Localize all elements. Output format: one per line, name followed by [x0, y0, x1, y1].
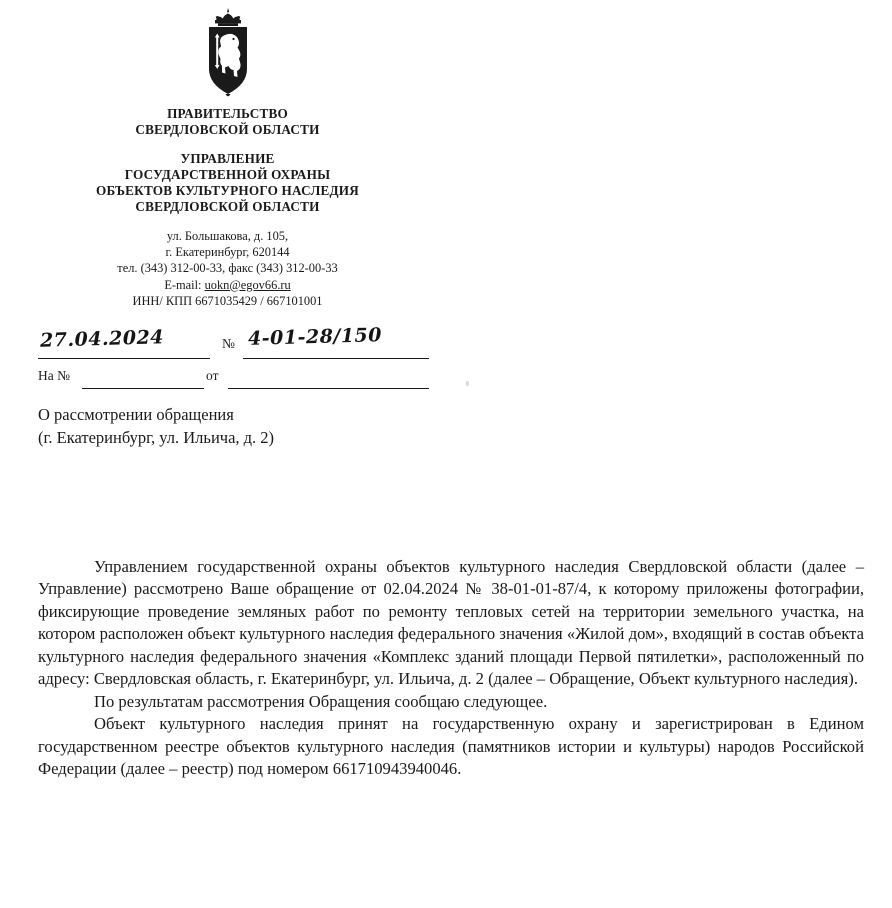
body-paragraph-2: По результатам рассмотрения Обращения сообщаю следующее.	[94, 691, 548, 711]
reference-block	[38, 324, 428, 383]
sverdlovsk-oblast-coat-of-arms-icon	[199, 6, 257, 100]
tax-identifiers: ИНН/ КПП 6671035429 / 667101001	[132, 294, 323, 309]
phone-fax: тел. (343) 312-00-33, факс (343) 312-00-33	[117, 261, 338, 276]
letterhead	[0, 6, 455, 309]
department-name	[0, 151, 455, 215]
incoming-date-label: от	[206, 368, 219, 383]
body-paragraph-3: Объект культурного наследия принят на государственную охрану и зарегистрирован в Едином государственном реестре объектов культурного наследия (памятников истории и культуры) народов Российской Федерации (далее – реестр) под номером 661710943940046.	[38, 714, 864, 779]
address-city: г. Екатеринбург, 620144	[165, 244, 290, 259]
reference-row-outgoing	[38, 324, 428, 383]
email-row	[0, 277, 455, 293]
subject-line-1: О рассмотрении обращения	[38, 405, 234, 424]
subject-line-2: (г. Екатеринбург, ул. Ильича, д. 2)	[38, 428, 275, 448]
incoming-number-label: На №	[38, 368, 70, 383]
email-link[interactable]: uokn@egov66.ru	[204, 277, 291, 292]
contact-details	[0, 228, 455, 310]
organization-line-2: СВЕРДЛОВСКОЙ ОБЛАСТИ	[135, 122, 320, 138]
department-line-2: ГОСУДАРСТВЕННОЙ ОХРАНЫ	[124, 167, 331, 183]
organization-name	[0, 106, 455, 138]
email-label: E-mail:	[164, 277, 202, 292]
body-paragraph-1: Управлением государственной охраны объектов культурного наследия Свердловской области (далее – Управление) рассмотрено Ваше обращение от 02.04.2024 № 38-01-01-87/4, к которому приложены фотографии, фиксирующие проведение земляных работ по ремонту тепловых сетей на территории земельного участка, на котором расположен объект культурного наследия федерального значения «Жилой дом», входящий в состав объекта культурного наследия федерального значения «Комплекс зданий площади Первой пятилетки», расположенный по адресу: Свердловская область, г. Екатеринбург, ул. Ильича, д. 2 (далее – Обращение, Объект культурного наследия).	[38, 557, 864, 689]
department-line-1: УПРАВЛЕНИЕ	[180, 151, 275, 167]
letter-body	[38, 556, 864, 781]
outgoing-number-rule	[243, 358, 429, 359]
outgoing-date-handwritten: 27.04.2024	[39, 326, 165, 352]
incoming-number-rule[interactable]	[82, 388, 204, 389]
number-label: №	[222, 336, 235, 351]
letterhead-spacer	[0, 138, 455, 151]
incoming-date-rule[interactable]	[228, 388, 429, 389]
scan-artifact	[466, 381, 469, 386]
department-line-3: ОБЪЕКТОВ КУЛЬТУРНОГО НАСЛЕДИЯ	[96, 183, 359, 199]
outgoing-date-rule	[38, 358, 210, 359]
organization-line-1: ПРАВИТЕЛЬСТВО	[167, 106, 288, 121]
outgoing-number-handwritten: 4-01-28/150	[247, 324, 383, 350]
subject-line	[38, 403, 274, 450]
department-line-4: СВЕРДЛОВСКОЙ ОБЛАСТИ	[135, 199, 320, 215]
address-street: ул. Большакова, д. 105,	[166, 228, 289, 243]
